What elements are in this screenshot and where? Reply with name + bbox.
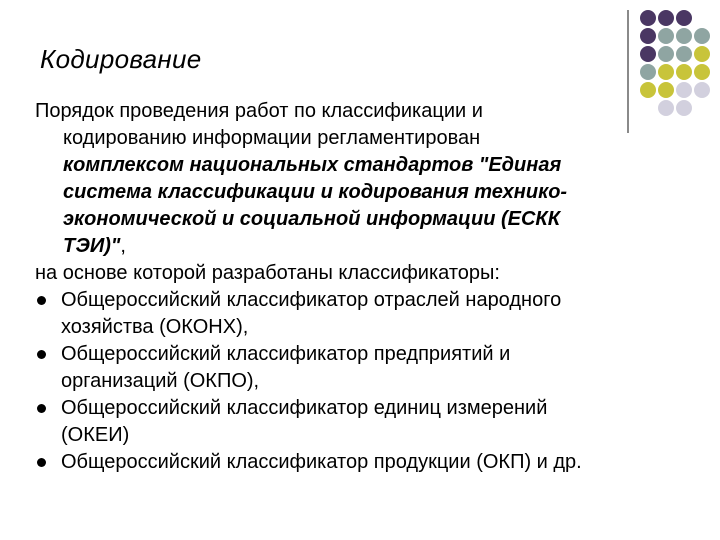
slide-body [35, 98, 700, 476]
list-item-line-2: (ОКЕИ) [61, 424, 130, 446]
intro-bold-line-4-wrap [35, 233, 700, 260]
bullet-icon [37, 350, 46, 359]
decorative-dot [694, 46, 710, 62]
decorative-dot [676, 82, 692, 98]
bullet-icon [37, 458, 46, 467]
decorative-dot [658, 28, 674, 44]
intro-bold-line-1: комплексом национальных стандартов "Единая [63, 154, 562, 176]
intro-bold-tail: , [120, 235, 126, 257]
decorative-dot [640, 28, 656, 44]
bullet-icon [37, 404, 46, 413]
bullet-icon [37, 296, 46, 305]
list-item-line-2: организаций (ОКПО), [61, 370, 260, 392]
list-item-line-2: хозяйства (ОКОНХ), [61, 316, 249, 338]
list-item [35, 395, 700, 449]
classifier-list [35, 287, 700, 476]
decorative-dot [676, 28, 692, 44]
list-item-line-1: Общероссийский классификатор предприятий и [61, 343, 511, 365]
intro-line-1: Порядок проведения работ по классификации и [35, 100, 483, 122]
decorative-dot [658, 46, 674, 62]
decorative-dot [658, 10, 674, 26]
list-item [35, 449, 700, 476]
decorative-dot [640, 46, 656, 62]
intro-line-2: кодированию информации регламентирован [63, 127, 481, 149]
decorative-dot [694, 82, 710, 98]
intro-line-after: на основе которой разработаны классификаторы: [35, 262, 500, 284]
list-item-line-1: Общероссийский классификатор единиц измерений [61, 397, 548, 419]
decorative-dot [694, 64, 710, 80]
intro-bold-line-2: система классификации и кодирования технико- [63, 181, 568, 203]
list-item [35, 341, 700, 395]
intro-bold-line-4: ТЭИ)" [63, 235, 121, 257]
slide-title: Кодирование [40, 44, 202, 74]
decorative-dot [676, 10, 692, 26]
list-item [35, 287, 700, 341]
decorative-dot [640, 64, 656, 80]
list-item-line-1: Общероссийский классификатор отраслей народного [61, 289, 562, 311]
decorative-dot [694, 28, 710, 44]
decorative-dot [676, 46, 692, 62]
intro-bold-line-3: экономической и социальной информации (ЕСКК [63, 208, 561, 230]
list-item-line-1: Общероссийский классификатор продукции (ОКП) и др. [61, 451, 582, 473]
decorative-dot [676, 64, 692, 80]
decorative-dot [640, 10, 656, 26]
decorative-dot [658, 82, 674, 98]
decorative-dot [640, 82, 656, 98]
decorative-dot [658, 64, 674, 80]
